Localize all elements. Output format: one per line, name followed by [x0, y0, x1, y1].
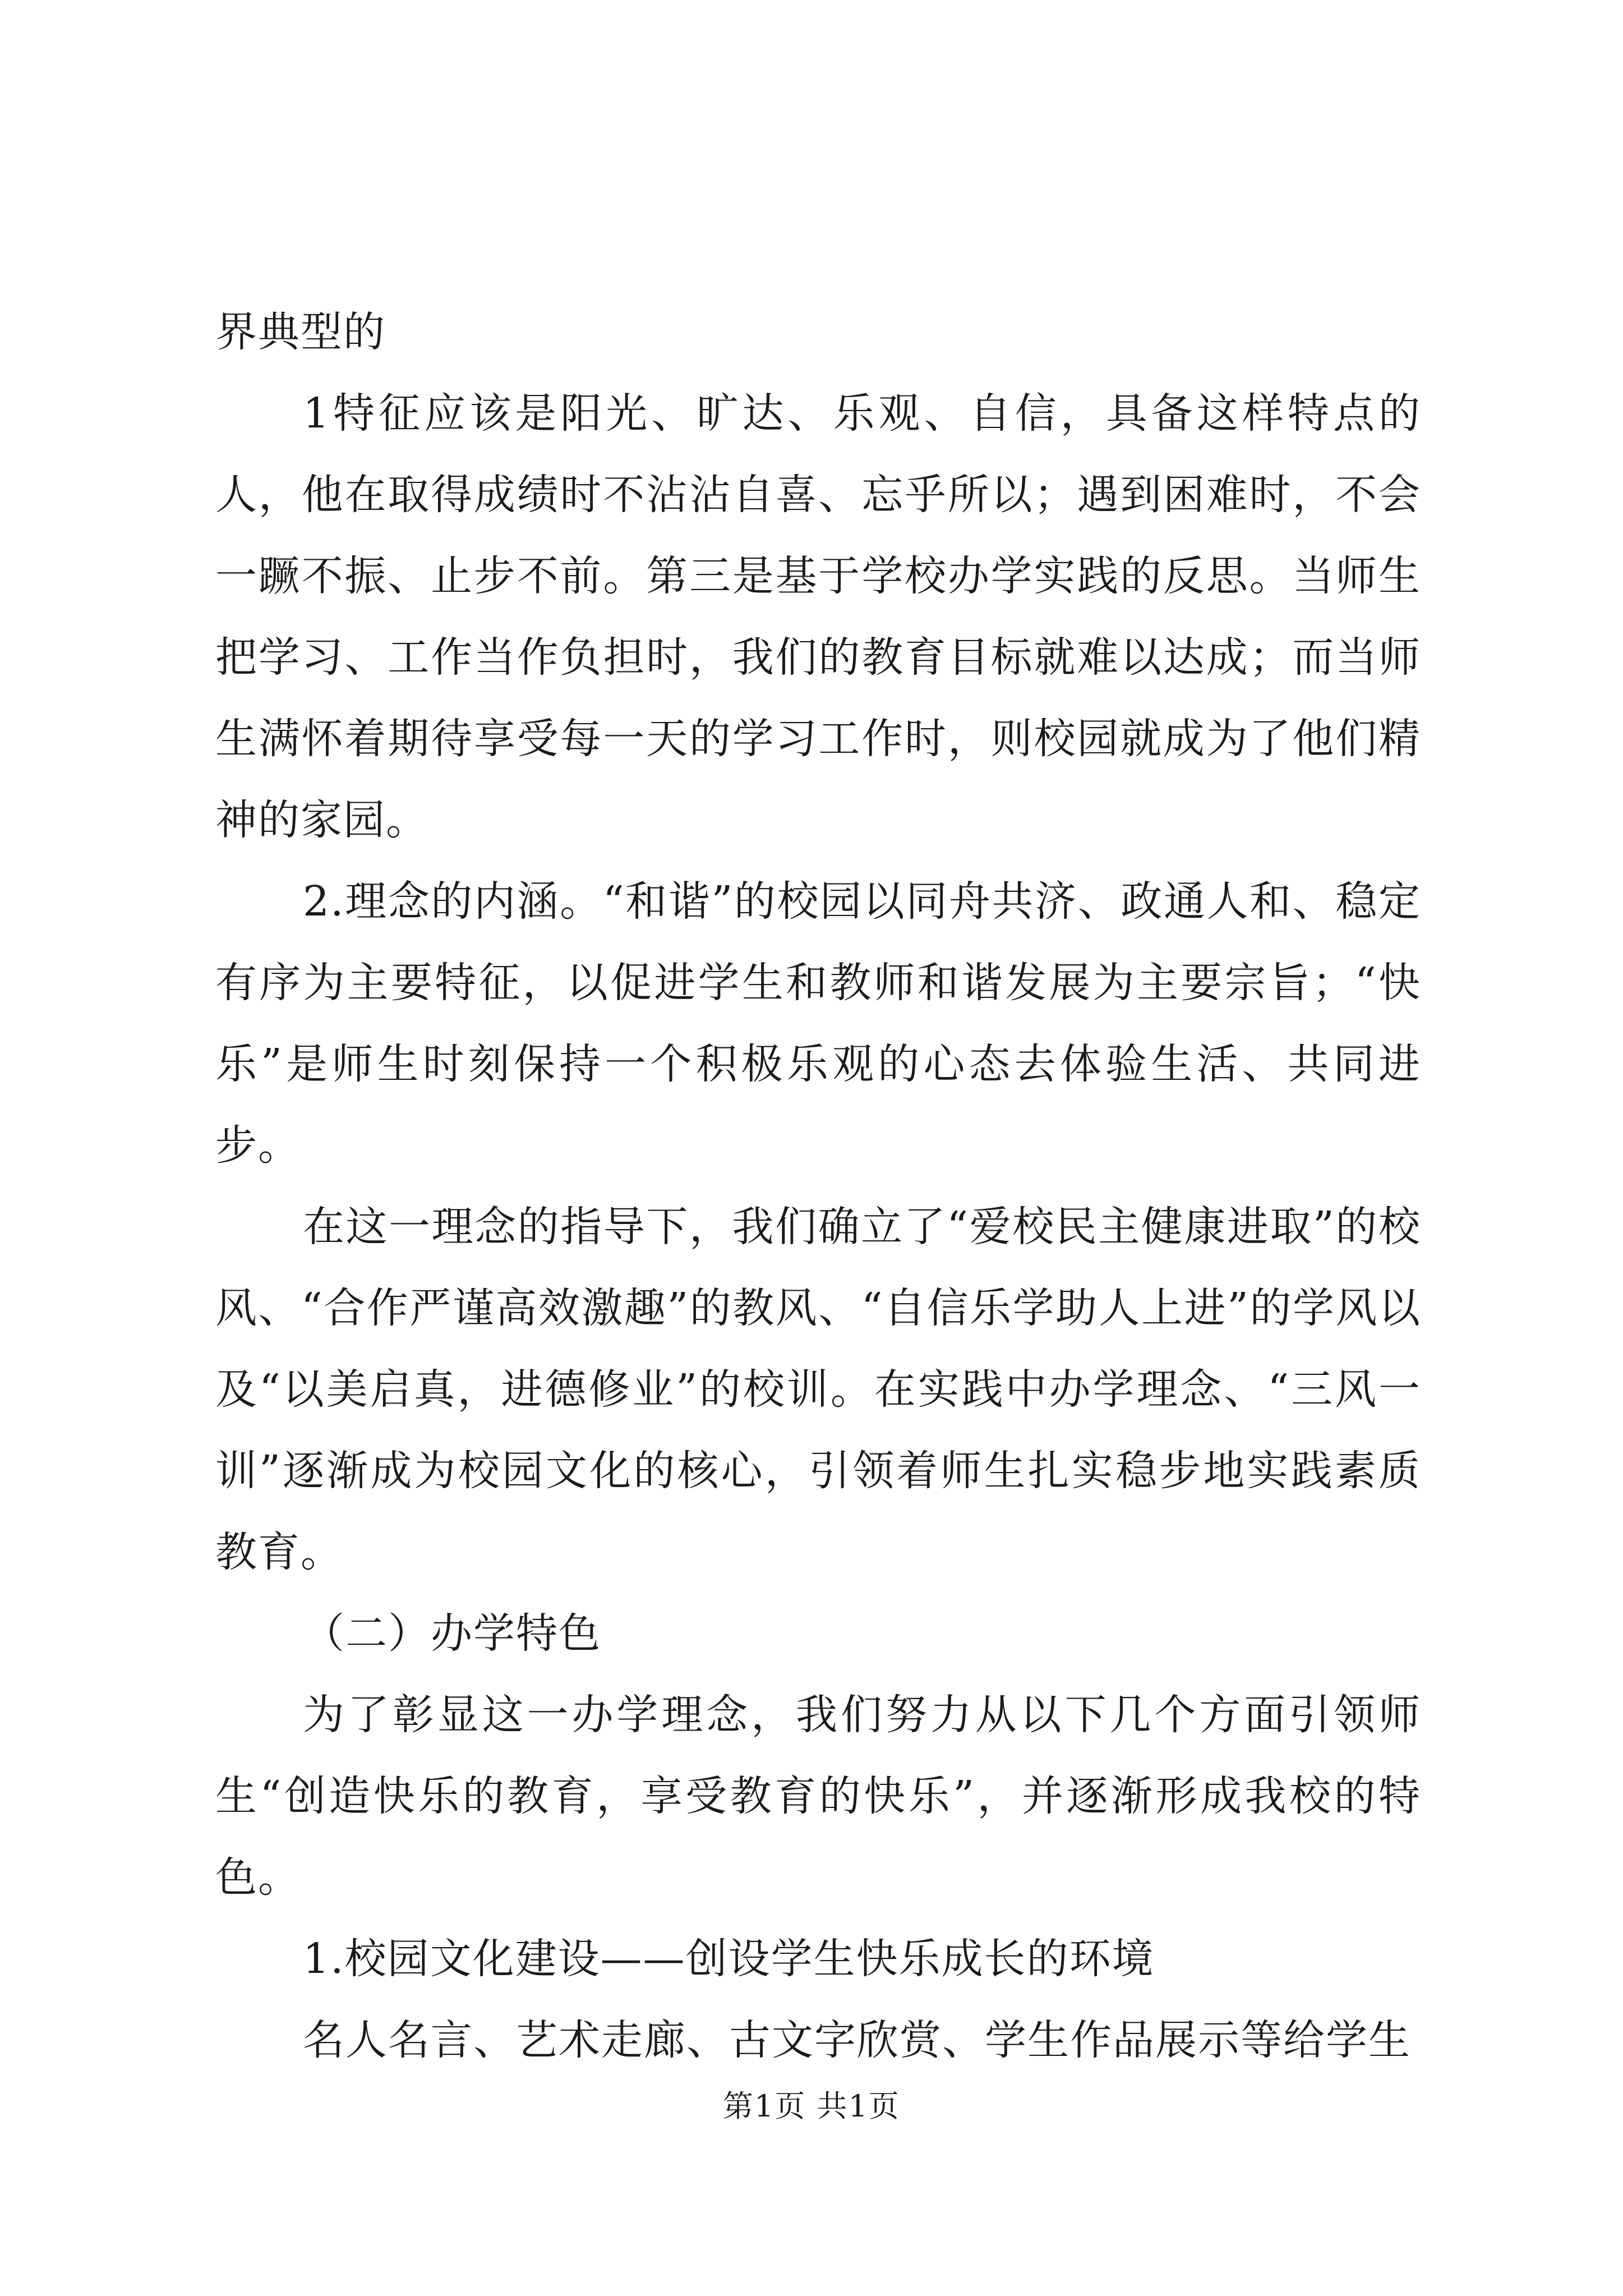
subsection-heading: 1.校园文化建设——创设学生快乐成长的环境	[303, 1935, 1155, 1983]
paragraph: 名人名言、艺术走廊、古文字欣赏、学生作品展示等给学生	[303, 2016, 1411, 2064]
paragraph: 2.理念的内涵。“和谐”的校园以同舟共济、政通人和、稳定有序为主要特征，以促进学生和教师和谐发展为主要宗旨；“快乐”是师生时刻保持一个积极乐观的心态去体验生活、共同进步。	[215, 877, 1421, 1170]
paragraph: 1特征应该是阳光、旷达、乐观、自信，具备这样特点的人，他在取得成绩时不沾沾自喜、忘乎所以；遇到困难时，不会一蹶不振、止步不前。第三是基于学校办学实践的反思。当师生把学习、工作当作负担时，我们的教育目标就难以达成；而当师生满怀着期待享受每一天的学习工作时，则校园就成为了他们精神的家园。	[215, 389, 1421, 844]
paragraph: 在这一理念的指导下，我们确立了“爱校民主健康进取”的校风、“合作严谨高效激趣”的教风、“自信乐学助人上进”的学风以及“以美启真，进德修业”的校训。在实践中办学理念、“三风一训”逐渐成为校园文化的核心，引领着师生扎实稳步地实践素质教育。	[215, 1203, 1421, 1576]
paragraph: 为了彰显这一办学理念，我们努力从以下几个方面引领师生“创造快乐的教育，享受教育的快乐”，并逐渐形成我校的特色。	[215, 1691, 1421, 1902]
paragraph: 界典型的	[215, 308, 386, 356]
body-text	[215, 292, 1421, 2081]
page-footer: 第1页 共1页	[723, 2088, 900, 2124]
section-heading: （二）办学特色	[303, 1609, 601, 1658]
